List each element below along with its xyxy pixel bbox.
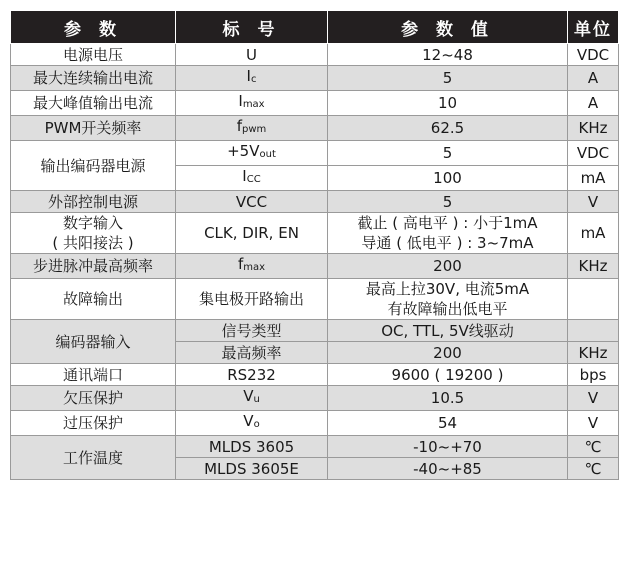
param-cell: 输出编码器电源 [11, 141, 176, 191]
param-cell: 电源电压 [11, 44, 176, 66]
table-row [11, 213, 619, 254]
table-row [11, 91, 619, 116]
unit-cell: VDC [568, 141, 619, 166]
symbol-main: V [243, 412, 254, 430]
value-cell: -10~+70 [328, 436, 568, 458]
symbol-sub: pwm [242, 124, 267, 135]
header-param: 参 数 [11, 11, 176, 44]
symbol-sub: max [242, 99, 265, 110]
unit-cell: V [568, 386, 619, 411]
table-row [11, 116, 619, 141]
unit-cell: VDC [568, 44, 619, 66]
symbol-cell: VCC [176, 191, 328, 213]
symbol-cell [176, 141, 328, 166]
value-cell: 10 [328, 91, 568, 116]
symbol-cell: 集电极开路输出 [176, 279, 328, 320]
value-cell: 12~48 [328, 44, 568, 66]
param-cell [11, 213, 176, 254]
value-cell: 5 [328, 191, 568, 213]
table-row [11, 411, 619, 436]
spec-table [10, 10, 619, 480]
param-cell: 最大峰值输出电流 [11, 91, 176, 116]
param-cell: PWM开关频率 [11, 116, 176, 141]
value-cell: 54 [328, 411, 568, 436]
symbol-cell [176, 166, 328, 191]
unit-cell: ℃ [568, 436, 619, 458]
value-cell: 9600 ( 19200 ) [328, 364, 568, 386]
value-cell [328, 279, 568, 320]
symbol-main: f [237, 255, 244, 273]
param-cell: 步进脉冲最高频率 [11, 254, 176, 279]
value-cell: OC, TTL, 5V线驱动 [328, 320, 568, 342]
param-cell: 外部控制电源 [11, 191, 176, 213]
table-row [11, 191, 619, 213]
value-cell: 200 [328, 342, 568, 364]
symbol-main: f [236, 117, 242, 135]
symbol-cell: CLK, DIR, EN [176, 213, 328, 254]
unit-cell: mA [568, 166, 619, 191]
symbol-sub: out [259, 149, 276, 160]
unit-cell: mA [568, 213, 619, 254]
table-row [11, 44, 619, 66]
table-row [11, 279, 619, 320]
value-cell [328, 213, 568, 254]
unit-cell: KHz [568, 254, 619, 279]
unit-cell [568, 279, 619, 320]
unit-cell: A [568, 66, 619, 91]
unit-cell: V [568, 411, 619, 436]
param-line: ( 共阳接法 ) [52, 234, 134, 252]
symbol-cell: 信号类型 [176, 320, 328, 342]
symbol-main: I [246, 67, 251, 85]
symbol-sub: CC [246, 174, 261, 185]
symbol-main: +5V [227, 142, 260, 160]
param-line: 数字输入 [62, 214, 123, 232]
value-cell: 5 [328, 66, 568, 91]
value-line: 导通 ( 低电平 ) : 3~7mA [361, 234, 534, 252]
param-cell: 编码器输入 [11, 320, 176, 364]
symbol-cell: U [176, 44, 328, 66]
value-line: 最高上拉30V, 电流5mA [365, 280, 530, 298]
table-row [11, 436, 619, 458]
unit-cell: ℃ [568, 458, 619, 480]
symbol-cell: MLDS 3605E [176, 458, 328, 480]
symbol-cell [176, 66, 328, 91]
table-row [11, 320, 619, 342]
param-cell: 欠压保护 [11, 386, 176, 411]
value-cell: 200 [328, 254, 568, 279]
header-unit: 单位 [568, 11, 619, 44]
symbol-cell [176, 386, 328, 411]
symbol-sub: o [253, 419, 260, 430]
symbol-cell: 最高频率 [176, 342, 328, 364]
value-cell: -40~+85 [328, 458, 568, 480]
symbol-cell [176, 411, 328, 436]
header-symbol: 标 号 [176, 11, 328, 44]
symbol-sub: max [243, 262, 266, 273]
symbol-main: V [243, 387, 254, 405]
unit-cell: A [568, 91, 619, 116]
symbol-sub: c [250, 74, 257, 85]
param-cell: 工作温度 [11, 436, 176, 480]
table-row [11, 364, 619, 386]
value-cell: 10.5 [328, 386, 568, 411]
symbol-cell: MLDS 3605 [176, 436, 328, 458]
unit-cell: KHz [568, 116, 619, 141]
symbol-main: I [238, 92, 243, 110]
table-row [11, 141, 619, 166]
symbol-cell [176, 254, 328, 279]
unit-cell: V [568, 191, 619, 213]
value-cell: 100 [328, 166, 568, 191]
param-cell: 故障输出 [11, 279, 176, 320]
unit-cell: KHz [568, 342, 619, 364]
param-cell: 最大连续输出电流 [11, 66, 176, 91]
symbol-main: I [242, 167, 247, 185]
value-cell: 5 [328, 141, 568, 166]
symbol-cell [176, 116, 328, 141]
symbol-sub: u [253, 394, 260, 405]
table-row [11, 386, 619, 411]
unit-cell [568, 320, 619, 342]
table-header-row [11, 11, 619, 44]
value-line: 有故障输出低电平 [387, 300, 508, 318]
value-line: 截止 ( 高电平 ) : 小于1mA [357, 214, 538, 232]
param-cell: 通讯端口 [11, 364, 176, 386]
header-value: 参 数 值 [328, 11, 568, 44]
symbol-cell [176, 91, 328, 116]
unit-cell: bps [568, 364, 619, 386]
value-cell: 62.5 [328, 116, 568, 141]
table-row [11, 66, 619, 91]
param-cell: 过压保护 [11, 411, 176, 436]
table-row [11, 254, 619, 279]
symbol-cell: RS232 [176, 364, 328, 386]
